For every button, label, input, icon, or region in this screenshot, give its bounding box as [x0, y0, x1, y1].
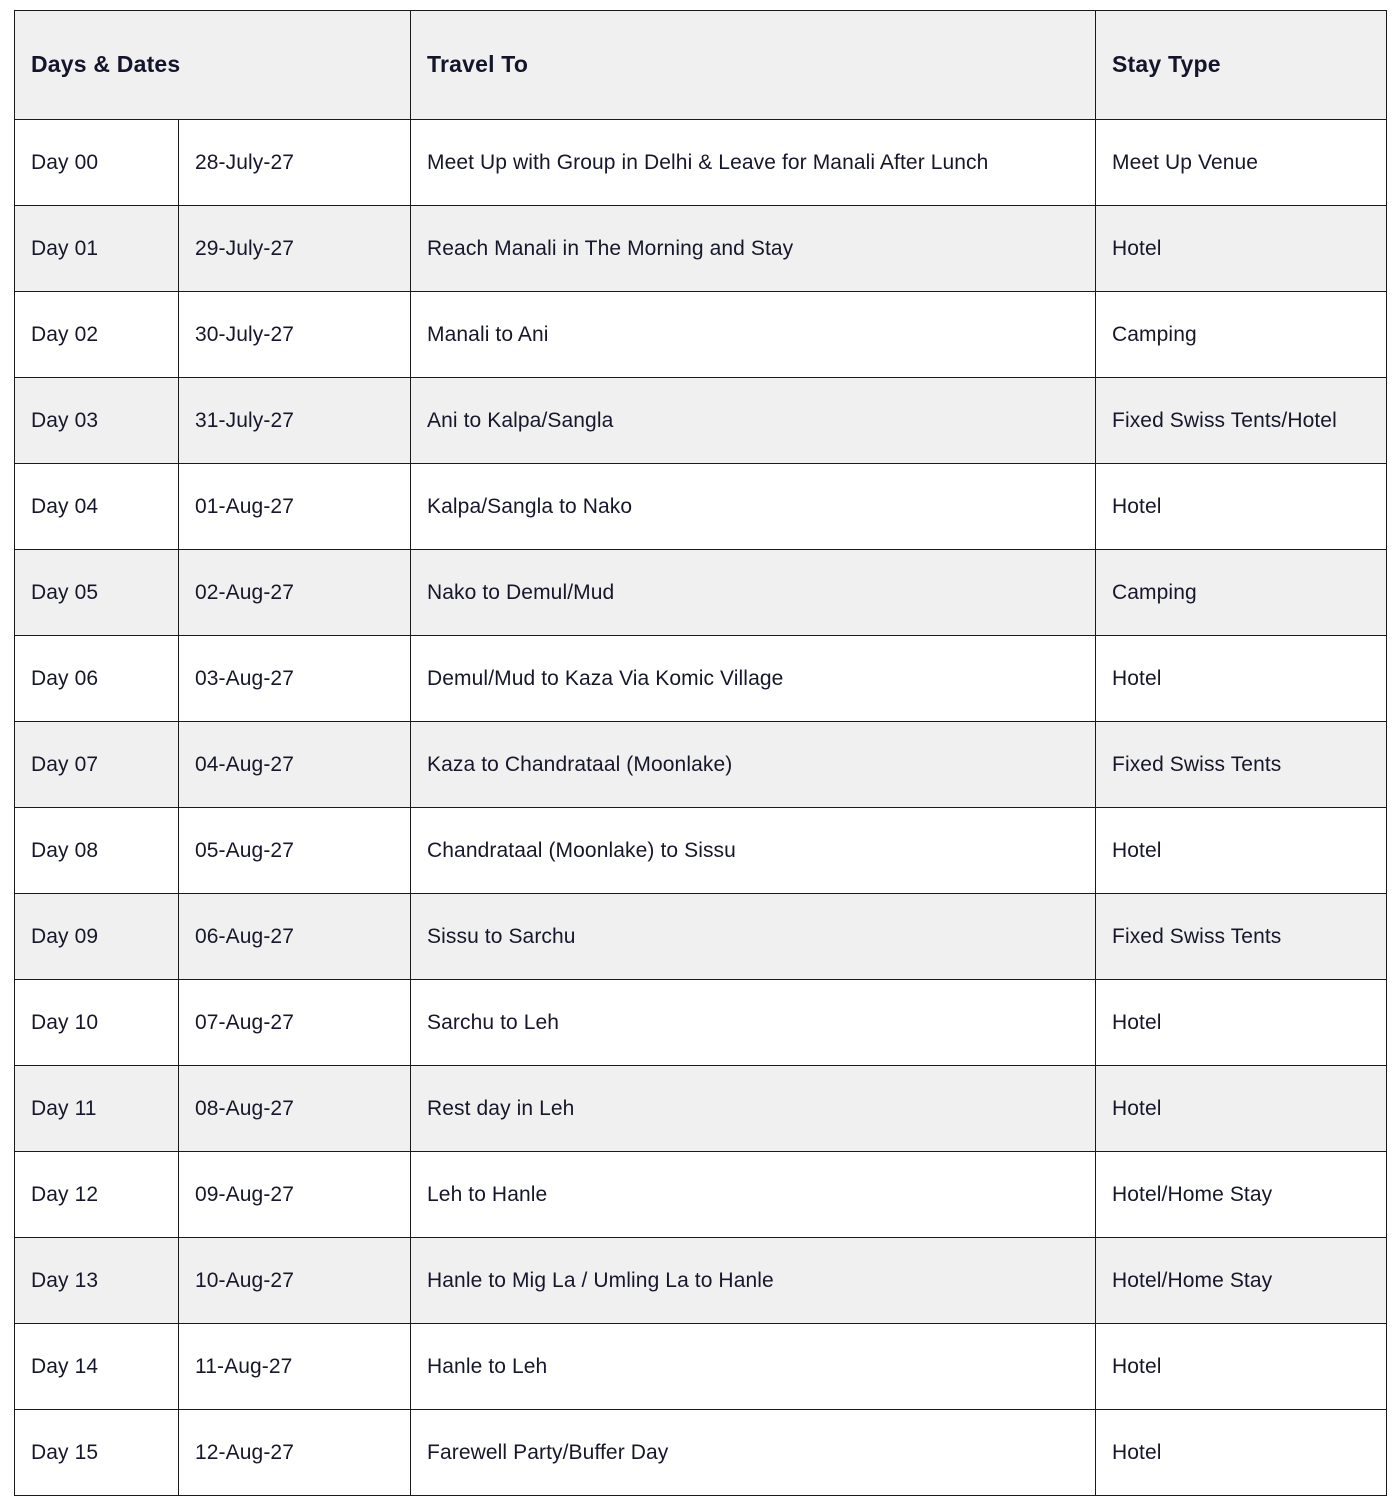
cell-stay-type: Fixed Swiss Tents/Hotel — [1096, 378, 1387, 464]
cell-travel-to: Sissu to Sarchu — [411, 894, 1096, 980]
cell-stay-type: Hotel — [1096, 980, 1387, 1066]
cell-travel-to: Meet Up with Group in Delhi & Leave for Manali After Lunch — [411, 120, 1096, 206]
cell-date: 11-Aug-27 — [179, 1324, 411, 1410]
cell-stay-type: Hotel — [1096, 1066, 1387, 1152]
table-row — [15, 722, 1387, 808]
cell-day: Day 11 — [15, 1066, 179, 1152]
table-row — [15, 1238, 1387, 1324]
cell-travel-to: Kaza to Chandrataal (Moonlake) — [411, 722, 1096, 808]
cell-day: Day 00 — [15, 120, 179, 206]
table-row — [15, 292, 1387, 378]
cell-travel-to: Ani to Kalpa/Sangla — [411, 378, 1096, 464]
cell-travel-to: Kalpa/Sangla to Nako — [411, 464, 1096, 550]
table-row — [15, 1410, 1387, 1496]
column-header-stay-type: Stay Type — [1096, 11, 1387, 120]
cell-date: 10-Aug-27 — [179, 1238, 411, 1324]
table-row — [15, 636, 1387, 722]
cell-date: 03-Aug-27 — [179, 636, 411, 722]
table-row — [15, 1066, 1387, 1152]
cell-day: Day 15 — [15, 1410, 179, 1496]
cell-stay-type: Camping — [1096, 550, 1387, 636]
cell-travel-to: Sarchu to Leh — [411, 980, 1096, 1066]
cell-date: 04-Aug-27 — [179, 722, 411, 808]
cell-stay-type: Fixed Swiss Tents — [1096, 894, 1387, 980]
table-row — [15, 1152, 1387, 1238]
table-row — [15, 894, 1387, 980]
cell-date: 05-Aug-27 — [179, 808, 411, 894]
table-header-row — [15, 11, 1387, 120]
table-row — [15, 1324, 1387, 1410]
cell-stay-type: Hotel — [1096, 636, 1387, 722]
table-row — [15, 378, 1387, 464]
column-header-days-dates: Days & Dates — [15, 11, 411, 120]
cell-travel-to: Chandrataal (Moonlake) to Sissu — [411, 808, 1096, 894]
cell-day: Day 14 — [15, 1324, 179, 1410]
cell-travel-to: Rest day in Leh — [411, 1066, 1096, 1152]
cell-stay-type: Hotel/Home Stay — [1096, 1152, 1387, 1238]
cell-stay-type: Camping — [1096, 292, 1387, 378]
cell-stay-type: Fixed Swiss Tents — [1096, 722, 1387, 808]
cell-day: Day 04 — [15, 464, 179, 550]
table-row — [15, 808, 1387, 894]
cell-travel-to: Reach Manali in The Morning and Stay — [411, 206, 1096, 292]
cell-day: Day 03 — [15, 378, 179, 464]
cell-day: Day 05 — [15, 550, 179, 636]
cell-date: 07-Aug-27 — [179, 980, 411, 1066]
cell-date: 01-Aug-27 — [179, 464, 411, 550]
cell-day: Day 13 — [15, 1238, 179, 1324]
cell-travel-to: Hanle to Mig La / Umling La to Hanle — [411, 1238, 1096, 1324]
cell-travel-to: Nako to Demul/Mud — [411, 550, 1096, 636]
table-row — [15, 120, 1387, 206]
cell-date: 29-July-27 — [179, 206, 411, 292]
table-row — [15, 206, 1387, 292]
table-row — [15, 550, 1387, 636]
cell-date: 08-Aug-27 — [179, 1066, 411, 1152]
cell-stay-type: Hotel — [1096, 206, 1387, 292]
cell-stay-type: Hotel/Home Stay — [1096, 1238, 1387, 1324]
table-row — [15, 980, 1387, 1066]
cell-travel-to: Leh to Hanle — [411, 1152, 1096, 1238]
cell-day: Day 10 — [15, 980, 179, 1066]
table-body — [15, 120, 1387, 1496]
cell-date: 12-Aug-27 — [179, 1410, 411, 1496]
cell-travel-to: Demul/Mud to Kaza Via Komic Village — [411, 636, 1096, 722]
cell-date: 09-Aug-27 — [179, 1152, 411, 1238]
itinerary-table — [14, 10, 1387, 1496]
cell-date: 28-July-27 — [179, 120, 411, 206]
cell-travel-to: Hanle to Leh — [411, 1324, 1096, 1410]
cell-stay-type: Hotel — [1096, 808, 1387, 894]
cell-day: Day 08 — [15, 808, 179, 894]
cell-stay-type: Meet Up Venue — [1096, 120, 1387, 206]
cell-date: 31-July-27 — [179, 378, 411, 464]
cell-stay-type: Hotel — [1096, 1410, 1387, 1496]
table-row — [15, 464, 1387, 550]
cell-day: Day 01 — [15, 206, 179, 292]
cell-date: 30-July-27 — [179, 292, 411, 378]
cell-travel-to: Manali to Ani — [411, 292, 1096, 378]
cell-stay-type: Hotel — [1096, 464, 1387, 550]
cell-travel-to: Farewell Party/Buffer Day — [411, 1410, 1096, 1496]
cell-day: Day 06 — [15, 636, 179, 722]
cell-stay-type: Hotel — [1096, 1324, 1387, 1410]
cell-day: Day 07 — [15, 722, 179, 808]
cell-day: Day 09 — [15, 894, 179, 980]
cell-day: Day 12 — [15, 1152, 179, 1238]
cell-date: 06-Aug-27 — [179, 894, 411, 980]
cell-date: 02-Aug-27 — [179, 550, 411, 636]
cell-day: Day 02 — [15, 292, 179, 378]
column-header-travel-to: Travel To — [411, 11, 1096, 120]
table-header — [15, 11, 1387, 120]
